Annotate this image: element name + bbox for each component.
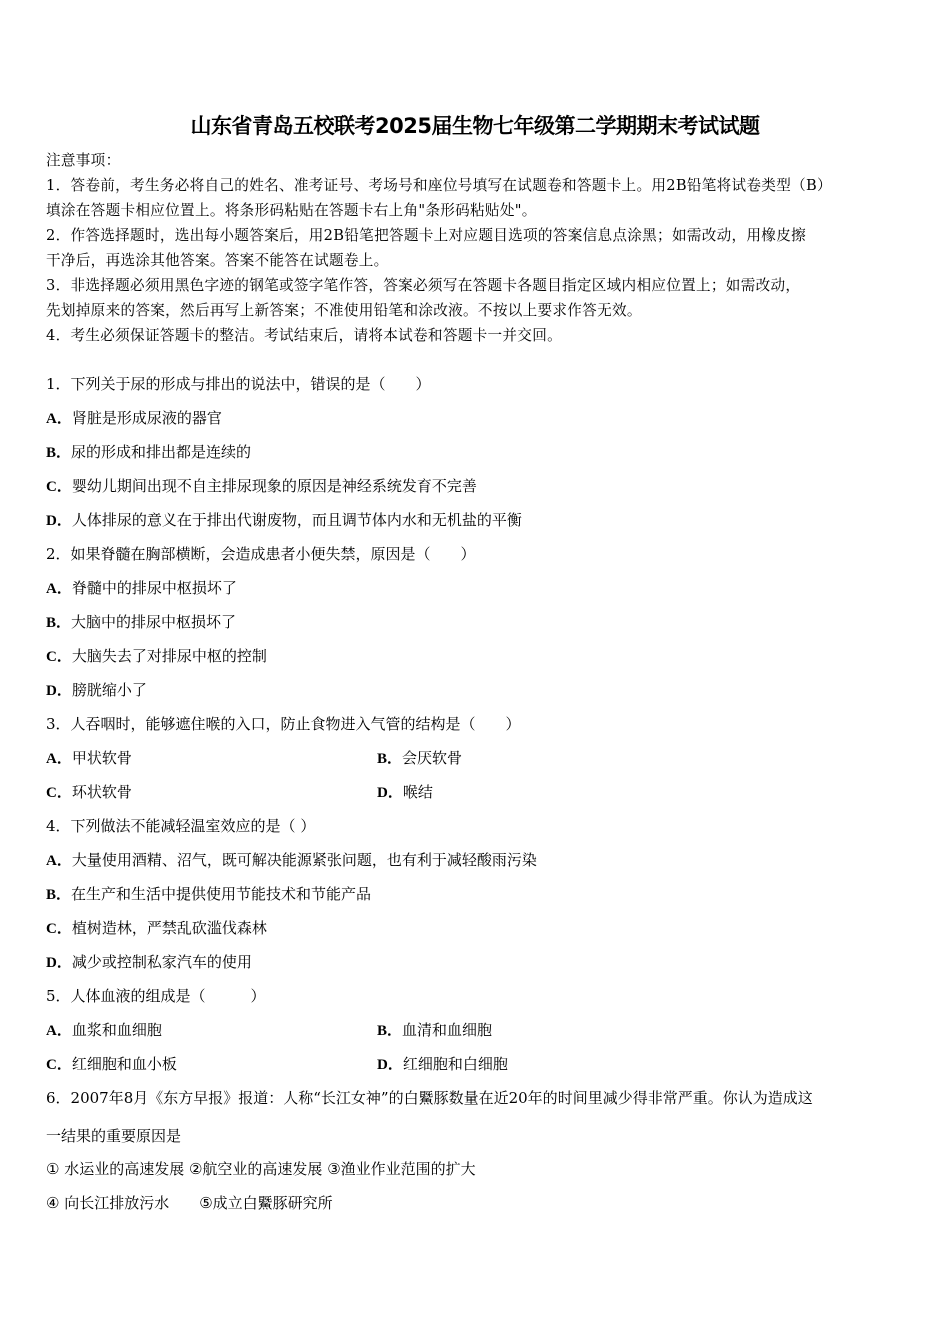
option-text: 脊髓中的排尿中枢损坏了 [71,579,237,597]
option-letter: A． [46,853,72,869]
option-a [46,1020,162,1041]
option-a [46,748,132,769]
option-c [46,476,477,497]
option-a [46,850,537,871]
notice-line: 3．非选择题必须用黑色字迹的钢笔或签字笔作答，答案必须写在答题卡各题目指定区域内相应位置上；如需改动， [46,277,801,294]
option-letter: A． [46,411,72,427]
option-letter: D． [46,955,72,971]
numbered-items: ④ 向长江排放污水 ⑤成立白鱀豚研究所 [46,1194,333,1212]
option-letter: B． [46,445,72,461]
notice-line: 填涂在答题卡相应位置上。将条形码粘贴在答题卡右上角"条形码粘贴处"。 [46,202,537,219]
option-text: 血清和血细胞 [402,1021,493,1039]
option-letter: A． [46,751,72,767]
option-letter: C． [46,649,72,665]
option-c [46,782,132,803]
option-c [46,918,267,939]
option-letter: B． [377,1023,403,1039]
option-letter: D． [377,785,403,801]
option-text: 血浆和血细胞 [71,1021,162,1039]
option-b [46,612,236,633]
question-stem: 4．下列做法不能减轻温室效应的是（ ） [46,817,316,835]
exam-title: 山东省青岛五校联考2025届生物七年级第二学期期末考试试题 [190,114,760,138]
option-text: 肾脏是形成尿液的器官 [71,409,222,427]
option-letter: C． [46,1057,72,1073]
option-text: 喉结 [402,783,433,801]
numbered-items: ① 水运业的高速发展 ②航空业的高速发展 ③渔业作业范围的扩大 [46,1160,476,1178]
option-letter: C． [46,921,72,937]
option-letter: C． [46,479,72,495]
option-b [46,442,251,463]
option-a [46,408,222,429]
option-letter: D． [46,513,72,529]
option-text: 环状软骨 [71,783,132,801]
option-text: 会厌软骨 [402,749,463,767]
notice-line: 2．作答选择题时，选出每小题答案后，用2B铅笔把答题卡上对应题目选项的答案信息点涂黑；如需改动，用橡皮擦 [46,227,806,244]
option-text: 大脑中的排尿中枢损坏了 [71,613,237,631]
option-text: 膀胱缩小了 [71,681,147,699]
option-letter: B． [46,615,72,631]
question-stem: 3．人吞咽时，能够遮住喉的入口，防止食物进入气管的结构是（ ） [46,715,521,733]
option-letter: D． [46,683,72,699]
notice-line: 1．答卷前，考生务必将自己的姓名、准考证号、考场号和座位号填写在试题卷和答题卡上。用2B铅笔将试卷类型（B） [46,177,832,194]
option-text: 尿的形成和排出都是连续的 [71,443,252,461]
option-letter: C． [46,785,72,801]
option-b [377,1020,492,1041]
question-stem: 5．人体血液的组成是（ ） [46,987,266,1005]
option-c [46,1054,177,1075]
option-letter: B． [46,887,72,903]
notice-heading: 注意事项： [46,152,121,169]
notice-line: 先划掉原来的答案，然后再写上新答案；不准使用铅笔和涂改液。不按以上要求作答无效。 [46,302,642,319]
notice-line: 4．考生必须保证答题卡的整洁。考试结束后，请将本试卷和答题卡一并交回。 [46,327,562,344]
option-text: 人体排尿的意义在于排出代谢废物，而且调节体内水和无机盐的平衡 [71,511,522,529]
option-b [46,884,371,905]
option-a [46,578,237,599]
option-letter: A． [46,1023,72,1039]
question-stem: 1．下列关于尿的形成与排出的说法中，错误的是（ ） [46,375,431,393]
option-d [377,1054,508,1075]
question-stem-continued: 一结果的重要原因是 [46,1127,182,1145]
notice-line: 干净后，再选涂其他答案。答案不能答在试题卷上。 [46,252,389,269]
question-stem: 2．如果脊髓在胸部横断，会造成患者小便失禁，原因是（ ） [46,545,476,563]
option-b [377,748,462,769]
option-letter: A． [46,581,72,597]
option-text: 大量使用酒精、沼气，既可解决能源紧张问题，也有利于减轻酸雨污染 [71,851,537,869]
option-d [46,510,522,531]
option-d [46,680,147,701]
option-text: 植树造林，严禁乱砍滥伐森林 [71,919,267,937]
option-text: 甲状软骨 [71,749,132,767]
option-text: 大脑失去了对排尿中枢的控制 [71,647,267,665]
option-text: 红细胞和白细胞 [402,1055,508,1073]
option-text: 婴幼儿期间出现不自主排尿现象的原因是神经系统发育不完善 [71,477,477,495]
option-letter: D． [377,1057,403,1073]
option-text: 在生产和生活中提供使用节能技术和节能产品 [71,885,372,903]
question-stem: 6．2007年8月《东方早报》报道：人称“长江女神”的白鱀豚数量在近20年的时间里减少得非常严重。你认为造成这 [46,1089,813,1107]
option-text: 红细胞和血小板 [71,1055,177,1073]
option-letter: B． [377,751,403,767]
option-c [46,646,267,667]
option-d [377,782,433,803]
option-text: 减少或控制私家汽车的使用 [71,953,252,971]
option-d [46,952,252,973]
